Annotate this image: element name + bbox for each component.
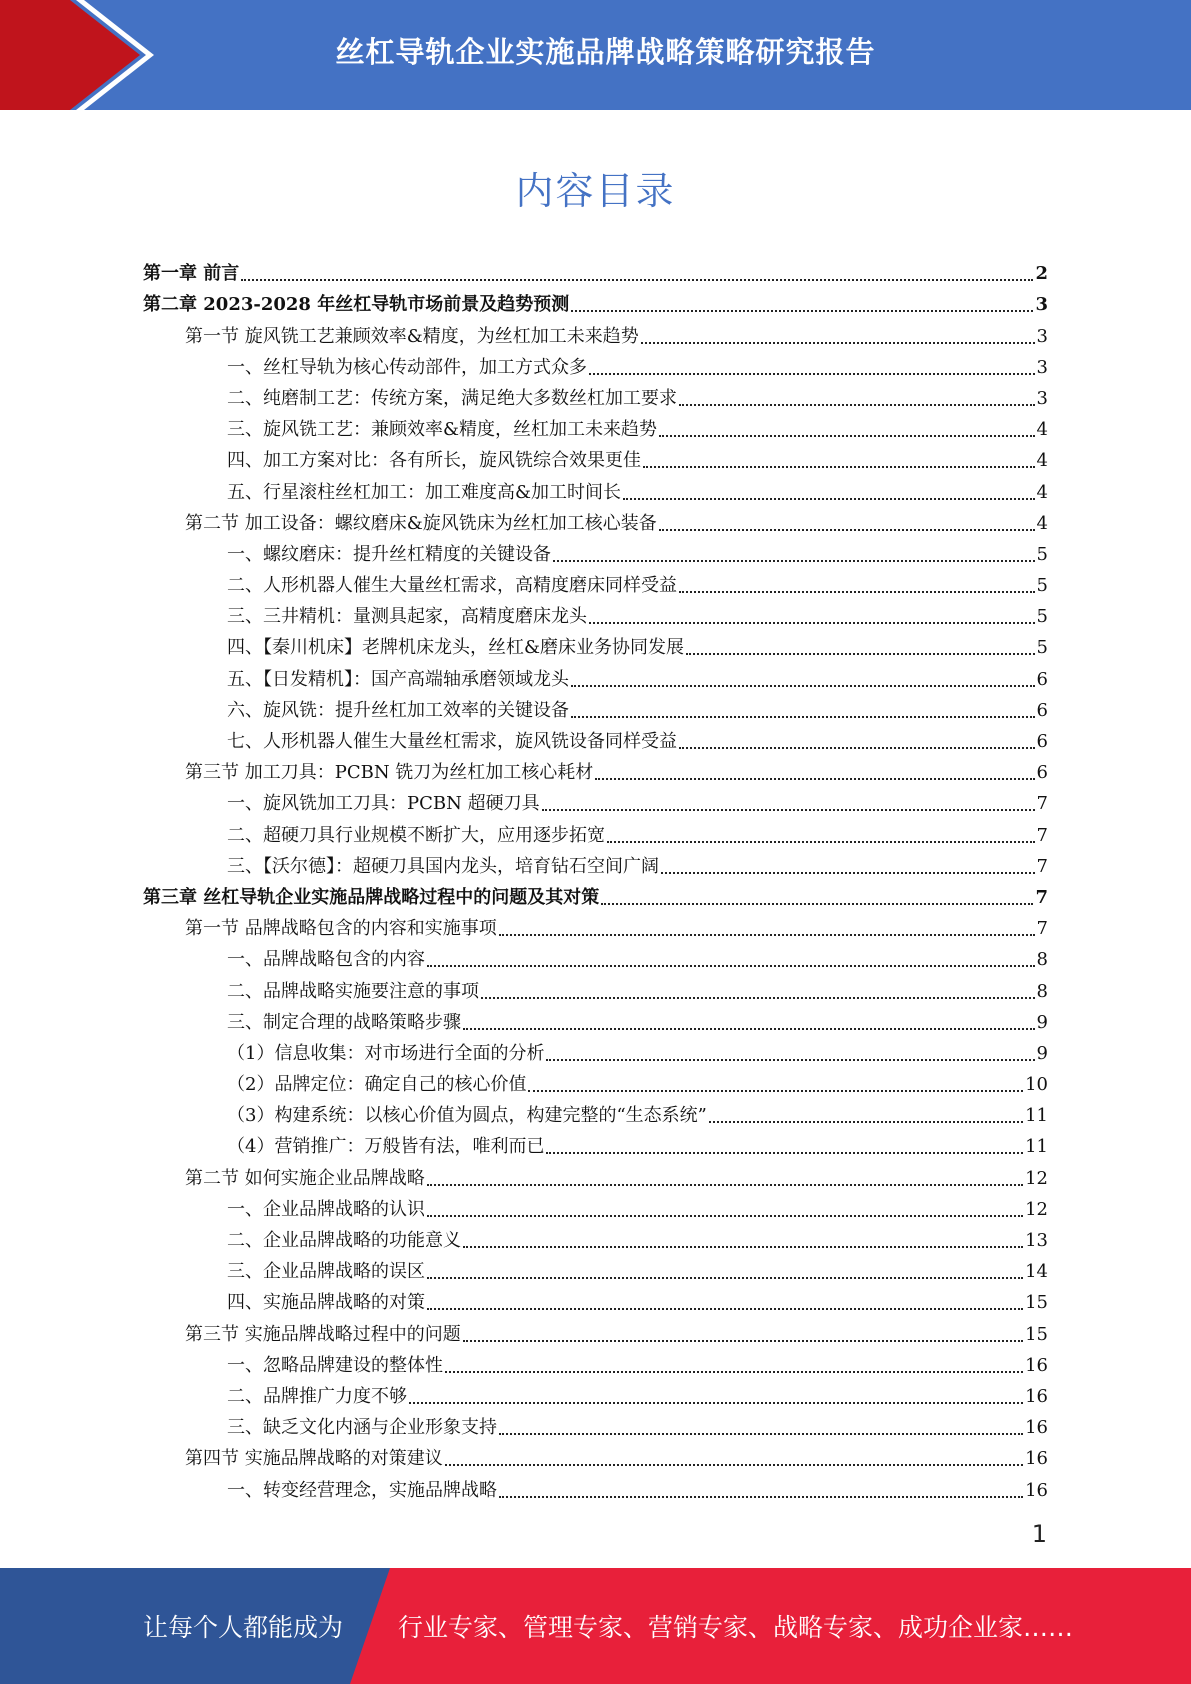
toc-entry-label: 第二节 加工设备：螺纹磨床&旋风铣床为丝杠加工核心装备 — [185, 512, 657, 534]
toc-dot-leader — [679, 747, 1035, 749]
toc-entry-page: 7 — [1035, 886, 1048, 908]
toc-entry-page: 12 — [1025, 1167, 1048, 1189]
toc-entry-page: 4 — [1036, 481, 1048, 503]
page-number: 1 — [1031, 1520, 1047, 1548]
toc-dot-leader — [589, 373, 1035, 375]
toc-entry-page: 16 — [1025, 1448, 1048, 1470]
toc-dot-leader — [623, 498, 1035, 500]
toc-entry-label: 二、人形机器人催生大量丝杠需求，高精度磨床同样受益 — [227, 575, 677, 597]
toc-entry-page: 6 — [1036, 668, 1048, 690]
toc-entry[interactable] — [143, 1190, 1048, 1221]
toc-entry-label: 第二节 如何实施企业品牌战略 — [185, 1167, 425, 1189]
toc-dot-leader — [571, 685, 1035, 687]
toc-entry-label: 四、【秦川机床】老牌机床龙头，丝杠&磨床业务协同发展 — [227, 637, 685, 659]
toc-entry[interactable] — [143, 1096, 1048, 1127]
toc-entry[interactable] — [143, 1314, 1048, 1345]
toc-entry-page: 11 — [1025, 1136, 1048, 1158]
toc-entry-label: 三、制定合理的战略策略步骤 — [227, 1011, 461, 1033]
toc-entry-label: 第一节 旋风铣工艺兼顾效率&精度，为丝杠加工未来趋势 — [185, 325, 639, 347]
toc-entry-page: 10 — [1025, 1074, 1048, 1096]
toc-entry[interactable] — [143, 847, 1048, 878]
toc-dot-leader — [661, 872, 1035, 874]
toc-entry-label: （1）信息收集：对市场进行全面的分析 — [227, 1042, 545, 1064]
toc-entry[interactable] — [143, 472, 1048, 503]
toc-entry-page: 5 — [1036, 606, 1048, 628]
toc-entry-page: 6 — [1036, 762, 1048, 784]
toc-entry-page: 13 — [1025, 1230, 1048, 1251]
toc-entry-label: （3）构建系统：以核心价值为圆点，构建完整的“生态系统” — [227, 1105, 707, 1127]
toc-entry-page: 15 — [1025, 1292, 1048, 1314]
toc-entry[interactable] — [143, 1221, 1048, 1252]
toc-dot-leader — [427, 1308, 1023, 1310]
toc-entry[interactable] — [143, 379, 1048, 410]
toc-entry-label: 七、人形机器人催生大量丝杠需求，旋风铣设备同样受益 — [227, 731, 677, 752]
toc-dot-leader — [241, 279, 1033, 281]
toc-entry-label: 一、转变经营理念，实施品牌战略 — [227, 1479, 497, 1501]
footer-banner — [0, 1568, 1191, 1684]
toc-entry-label: 二、品牌战略实施要注意的事项 — [227, 980, 479, 1002]
toc-dot-leader — [659, 435, 1035, 437]
toc-entry[interactable] — [143, 784, 1048, 815]
toc-entry-label: 二、超硬刀具行业规模不断扩大，应用逐步拓宽 — [227, 824, 605, 846]
toc-entry[interactable] — [143, 1283, 1048, 1314]
toc-entry[interactable] — [143, 691, 1048, 722]
toc-entry[interactable] — [143, 566, 1048, 597]
toc-entry-page: 16 — [1025, 1479, 1048, 1501]
toc-entry-label: 二、纯磨制工艺：传统方案，满足绝大多数丝杠加工要求 — [227, 387, 677, 409]
toc-entry-page: 16 — [1025, 1385, 1048, 1407]
toc-dot-leader — [571, 716, 1035, 718]
toc-dot-leader — [499, 1433, 1023, 1435]
toc-entry[interactable] — [143, 971, 1048, 1002]
toc-entry[interactable] — [143, 628, 1048, 659]
toc-entry-label: 五、行星滚柱丝杠加工：加工难度高&加工时间长 — [227, 481, 622, 503]
toc-entry-label: 一、品牌战略包含的内容 — [227, 949, 425, 971]
toc-entry[interactable] — [143, 410, 1048, 441]
toc-entry[interactable] — [143, 348, 1048, 379]
toc-entry[interactable] — [143, 535, 1048, 566]
toc-entry-label: 三、旋风铣工艺：兼顾效率&精度，丝杠加工未来趋势 — [227, 419, 658, 441]
toc-entry-label: 三、企业品牌战略的误区 — [227, 1261, 425, 1283]
toc-entry-page: 5 — [1036, 575, 1048, 597]
toc-dot-leader — [686, 653, 1035, 655]
toc-entry-page: 7 — [1036, 824, 1048, 846]
toc-entry[interactable] — [143, 1003, 1048, 1034]
toc-entry[interactable] — [143, 1065, 1048, 1096]
toc-dot-leader — [571, 310, 1033, 312]
toc-dot-leader — [679, 591, 1035, 593]
toc-entry-page: 11 — [1025, 1105, 1048, 1127]
toc-dot-leader — [445, 1371, 1023, 1373]
toc-entry-page: 7 — [1036, 918, 1048, 940]
toc-entry-page: 7 — [1036, 855, 1048, 877]
toc-entry-page: 6 — [1036, 699, 1048, 721]
toc-entry-page: 3 — [1035, 294, 1048, 316]
toc-dot-leader — [409, 1402, 1023, 1404]
toc-dot-leader — [481, 997, 1035, 999]
toc-entry-page: 4 — [1036, 512, 1048, 534]
toc-entry[interactable] — [143, 909, 1048, 940]
toc-entry-page: 6 — [1036, 731, 1048, 752]
toc-dot-leader — [589, 622, 1035, 624]
toc-dot-leader — [463, 1340, 1023, 1342]
toc-dot-leader — [659, 529, 1035, 531]
toc-entry-label: 第四节 实施品牌战略的对策建议 — [185, 1448, 443, 1470]
toc-dot-leader — [427, 965, 1035, 967]
toc-entry-label: （2）品牌定位：确定自己的核心价值 — [227, 1074, 527, 1096]
toc-entry-label: 第二章 2023-2028 年丝杠导轨市场前景及趋势预测 — [143, 294, 570, 316]
toc-entry-page: 14 — [1025, 1261, 1048, 1283]
report-title: 丝杠导轨企业实施品牌战略策略研究报告 — [335, 34, 876, 69]
toc-entry[interactable] — [143, 1158, 1048, 1189]
toc-entry[interactable] — [143, 316, 1048, 347]
red-arrow-decoration — [0, 0, 160, 110]
toc-entry-page: 5 — [1036, 637, 1048, 659]
toc-dot-leader — [607, 841, 1035, 843]
toc-dot-leader — [546, 1059, 1034, 1061]
toc-entry[interactable] — [143, 1127, 1048, 1158]
toc-entry-page: 12 — [1025, 1198, 1048, 1220]
toc-entry-label: 六、旋风铣：提升丝杠加工效率的关键设备 — [227, 699, 569, 721]
toc-entry-page: 5 — [1036, 543, 1048, 565]
toc-entry-label: 五、【日发精机】：国产高端轴承磨领域龙头 — [227, 668, 569, 690]
toc-entry-page: 3 — [1036, 325, 1048, 347]
toc-entry-label: 第三章 丝杠导轨企业实施品牌战略过程中的问题及其对策 — [143, 886, 600, 908]
toc-entry[interactable] — [143, 878, 1048, 909]
toc-entry-label: 一、企业品牌战略的认识 — [227, 1198, 425, 1220]
toc-dot-leader — [427, 1277, 1023, 1279]
toc-entry-page: 8 — [1036, 949, 1048, 971]
toc-entry[interactable] — [143, 1377, 1048, 1408]
toc-entry-label: 第三节 加工刀具：PCBN 铣刀为丝杠加工核心耗材 — [185, 762, 594, 784]
table-of-contents — [143, 254, 1048, 1502]
toc-entry-page: 4 — [1036, 419, 1048, 441]
toc-dot-leader — [427, 1184, 1023, 1186]
toc-entry[interactable] — [143, 504, 1048, 535]
toc-dot-leader — [528, 1090, 1023, 1092]
toc-entry-label: 第一章 前言 — [143, 263, 240, 285]
toc-entry[interactable] — [143, 285, 1048, 316]
toc-dot-leader — [641, 342, 1035, 344]
toc-entry[interactable] — [143, 1034, 1048, 1065]
toc-entry-label: 一、螺纹磨床：提升丝杠精度的关键设备 — [227, 543, 551, 565]
toc-dot-leader — [679, 404, 1035, 406]
toc-dot-leader — [595, 778, 1034, 780]
toc-entry-page: 3 — [1036, 356, 1048, 378]
toc-entry-page: 16 — [1025, 1417, 1048, 1439]
toc-entry-page: 9 — [1036, 1042, 1048, 1064]
toc-entry-page: 16 — [1025, 1354, 1048, 1376]
toc-entry-page: 4 — [1036, 450, 1048, 472]
toc-entry-label: 一、丝杠导轨为核心传动部件，加工方式众多 — [227, 356, 587, 378]
toc-entry-label: 第一节 品牌战略包含的内容和实施事项 — [185, 918, 497, 940]
toc-entry-label: 二、企业品牌战略的功能意义 — [227, 1230, 461, 1251]
toc-entry-label: （4）营销推广：万般皆有法，唯利而已 — [227, 1136, 545, 1158]
toc-entry[interactable] — [143, 1252, 1048, 1283]
toc-dot-leader — [709, 1121, 1023, 1123]
toc-dot-leader — [553, 560, 1035, 562]
toc-entry-label: 三、缺乏文化内涵与企业形象支持 — [227, 1417, 497, 1439]
toc-entry-page: 2 — [1035, 263, 1048, 285]
toc-entry[interactable] — [143, 1470, 1048, 1501]
footer-slogan-left: 让每个人都能成为 — [143, 1613, 344, 1642]
toc-entry[interactable] — [143, 940, 1048, 971]
toc-entry-page: 7 — [1036, 793, 1048, 815]
toc-dot-leader — [542, 809, 1035, 811]
toc-entry-label: 一、旋风铣加工刀具：PCBN 超硬刀具 — [227, 793, 540, 815]
toc-entry[interactable] — [143, 659, 1048, 690]
toc-entry-page: 15 — [1025, 1323, 1048, 1345]
toc-entry[interactable] — [143, 597, 1048, 628]
toc-dot-leader — [463, 1246, 1023, 1248]
footer-slogan-right: 行业专家、管理专家、营销专家、战略专家、成功企业家…… — [398, 1613, 1074, 1642]
toc-entry-page: 3 — [1036, 387, 1048, 409]
toc-entry[interactable] — [143, 441, 1048, 472]
toc-entry[interactable] — [143, 753, 1048, 784]
toc-dot-leader — [427, 1215, 1023, 1217]
toc-entry-label: 二、品牌推广力度不够 — [227, 1385, 407, 1407]
toc-entry[interactable] — [143, 1408, 1048, 1439]
toc-dot-leader — [643, 466, 1035, 468]
toc-heading: 内容目录 — [515, 169, 676, 213]
header-banner — [0, 0, 1191, 110]
toc-entry-label: 第三节 实施品牌战略过程中的问题 — [185, 1323, 461, 1345]
toc-entry-label: 四、实施品牌战略的对策 — [227, 1292, 425, 1314]
toc-entry-label: 三、【沃尔德】：超硬刀具国内龙头，培育钻石空间广阔 — [227, 855, 659, 877]
toc-dot-leader — [463, 1028, 1035, 1030]
toc-dot-leader — [445, 1464, 1023, 1466]
toc-entry-label: 四、加工方案对比：各有所长，旋风铣综合效果更佳 — [227, 450, 641, 472]
toc-entry-page: 8 — [1036, 980, 1048, 1002]
toc-dot-leader — [499, 1496, 1023, 1498]
toc-entry[interactable] — [143, 254, 1048, 285]
toc-dot-leader — [499, 934, 1035, 936]
toc-dot-leader — [546, 1152, 1023, 1154]
toc-entry[interactable] — [143, 815, 1048, 846]
toc-dot-leader — [601, 903, 1033, 905]
toc-entry[interactable] — [143, 1439, 1048, 1470]
toc-entry-label: 三、三井精机：量测具起家，高精度磨床龙头 — [227, 606, 587, 628]
toc-entry-page: 9 — [1036, 1011, 1048, 1033]
toc-entry[interactable] — [143, 722, 1048, 753]
toc-entry[interactable] — [143, 1346, 1048, 1377]
toc-entry-label: 一、忽略品牌建设的整体性 — [227, 1354, 443, 1376]
